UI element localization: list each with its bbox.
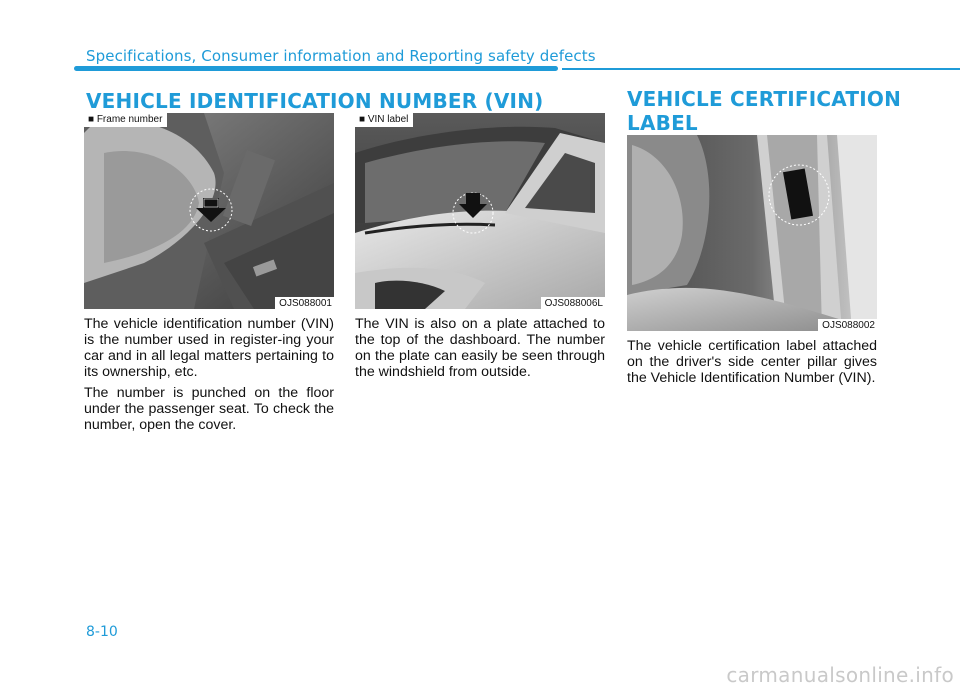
certification-title-line-1: VEHICLE CERTIFICATION — [627, 87, 902, 111]
certification-label-figure — [627, 135, 877, 331]
page-number: 8-10 — [86, 624, 118, 640]
frame-number-figure — [84, 113, 334, 309]
frame-number-photo — [84, 113, 334, 309]
certification-section-title — [627, 88, 901, 134]
vin-label-figure — [355, 113, 605, 309]
header-rule-thin — [562, 68, 960, 70]
vin-paragraph-2: The number is punched on the floor under the passenger seat. To check the number, open the cover. — [84, 385, 334, 433]
vin-paragraph-1: The vehicle identification number (VIN) is the number used in register-ing your car and in all legal matters pertaining to its ownership, etc. — [84, 316, 334, 380]
vin-section-title: VEHICLE IDENTIFICATION NUMBER (VIN) — [86, 89, 544, 113]
section-header-title: Specifications, Consumer information and Reporting safety defects — [86, 47, 596, 65]
vin-plate-paragraph: The VIN is also on a plate attached to the top of the dashboard. The number on the plate can easily be seen through the windshield from outside. — [355, 316, 605, 380]
vin-label-caption: ■ VIN label — [355, 113, 413, 127]
frame-number-image-code: OJS088001 — [275, 297, 334, 309]
vin-label-photo — [355, 113, 605, 309]
frame-number-caption: ■ Frame number — [84, 113, 167, 127]
vin-label-image-code: OJS088006L — [541, 297, 605, 309]
watermark: carmanualsonline.info — [726, 663, 954, 687]
certification-label-photo — [627, 135, 877, 331]
certification-paragraph: The vehicle certification label attached on the driver's side center pillar gives the Vehicle Identification Number (VIN). — [627, 338, 877, 386]
certification-title-line-2: LABEL — [627, 111, 698, 135]
header-rule-thick — [74, 66, 558, 71]
certification-image-code: OJS088002 — [818, 319, 877, 331]
